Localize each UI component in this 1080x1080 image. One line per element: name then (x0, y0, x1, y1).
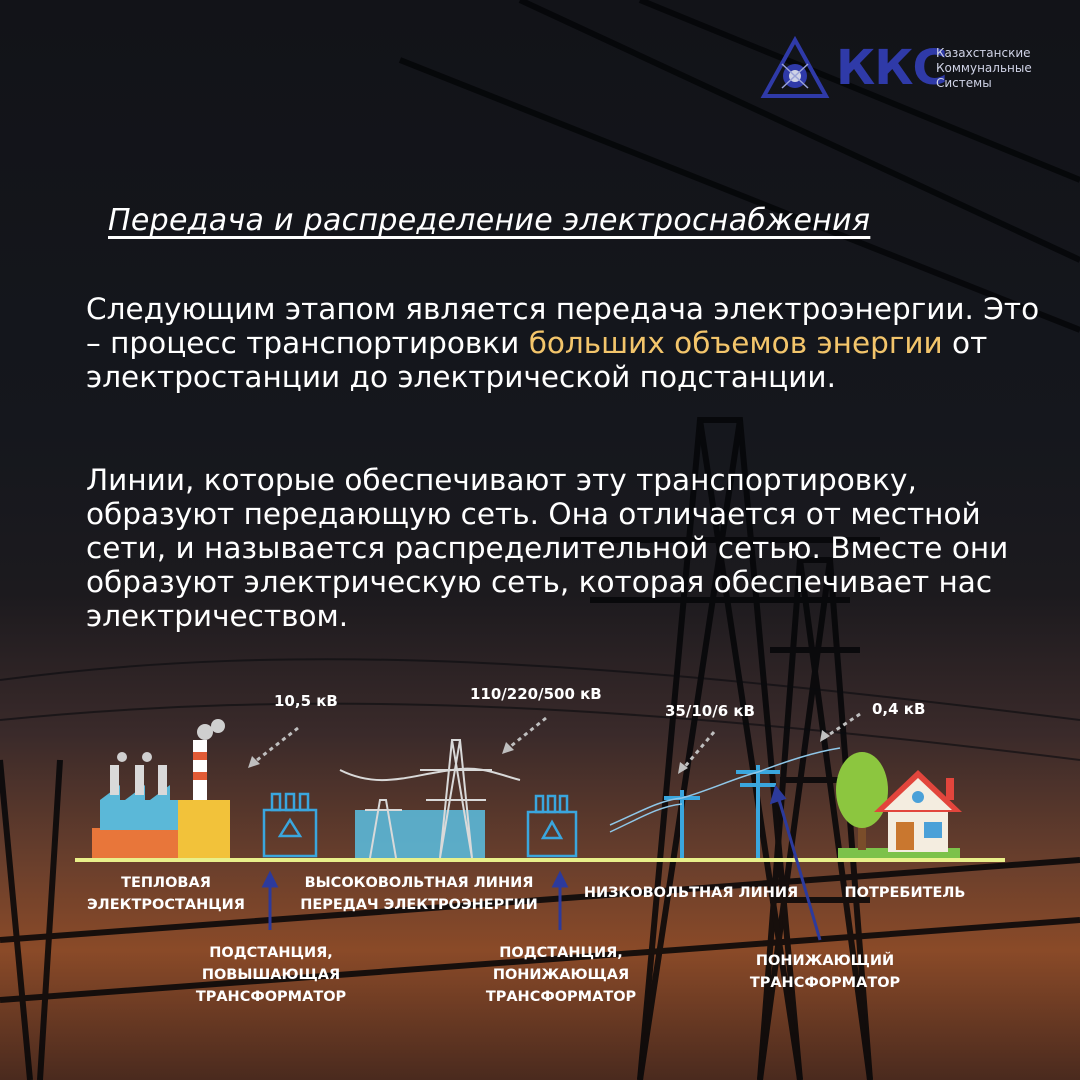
logo-line: Системы (936, 76, 992, 90)
label-line: ПОДСТАНЦИЯ, (499, 945, 623, 961)
label-line: ВЫСОКОВОЛЬТНАЯ ЛИНИЯ (304, 875, 534, 891)
label-lv-line: НИЗКОВОЛЬТНАЯ ЛИНИЯ (583, 885, 799, 901)
voltage-pointer-arrows (252, 714, 860, 770)
step-down-substation-icon (528, 796, 576, 856)
voltage-label-plant: 10,5 кВ (274, 692, 338, 710)
label-line: ТЕПЛОВАЯ (121, 875, 211, 891)
page-title: Передача и распределение электроснабжения (108, 203, 871, 238)
voltage-label-hv: 110/220/500 кВ (470, 685, 602, 703)
label-line: ТРАНСФОРМАТОР (195, 989, 347, 1005)
label-line: ПОДСТАНЦИЯ, (209, 945, 333, 961)
power-plant-icon (92, 719, 230, 858)
logo-line: Коммунальные (936, 61, 1032, 75)
consumer-house-icon (836, 752, 962, 858)
label-step-up-substation (186, 942, 356, 1008)
label-power-plant (86, 872, 246, 916)
label-line: ПОНИЖАЮЩИЙ (755, 953, 895, 969)
paragraph-network: Линии, которые обеспечивают эту транспортировку, образуют передающую сеть. Она отличается от местной сети, и называется распределительной сетью. Вместе они образуют электрическую сеть, которая обеспечивает нас электричеством. (86, 463, 1009, 633)
voltage-label-consumer: 0,4 кВ (872, 700, 926, 718)
label-line: ЭЛЕКТРОСТАНЦИЯ (87, 897, 245, 913)
label-line: ТРАНСФОРМАТОР (749, 975, 901, 991)
high-voltage-tower-icon (340, 740, 520, 858)
paragraph-text: Следующим этапом является передача электроэнергии. Это – процесс транспортировки (86, 292, 1040, 360)
paragraph-text: от электростанции до электрической подстанции. (86, 326, 988, 394)
label-line: ПЕРЕДАЧ ЭЛЕКТРОЭНЕРГИИ (300, 897, 538, 913)
label-line: ПОВЫШАЮЩАЯ (201, 967, 341, 983)
label-line: ТРАНСФОРМАТОР (485, 989, 637, 1005)
highlighted-text: больших объемов энергии (528, 326, 943, 360)
voltage-label-lv: 35/10/6 кВ (665, 702, 755, 720)
label-hv-line (296, 872, 542, 916)
label-step-down-substation (476, 942, 646, 1008)
logo-line: Казахстанские (936, 46, 1031, 60)
logo-abbreviation: ККС (836, 40, 947, 96)
label-reducing-transformer (740, 950, 910, 994)
label-consumer: ПОТРЕБИТЕЛЬ (844, 885, 966, 901)
label-line: ПОНИЖАЮЩАЯ (492, 967, 630, 983)
step-up-substation-icon (264, 794, 316, 856)
low-voltage-poles-icon (610, 748, 840, 858)
